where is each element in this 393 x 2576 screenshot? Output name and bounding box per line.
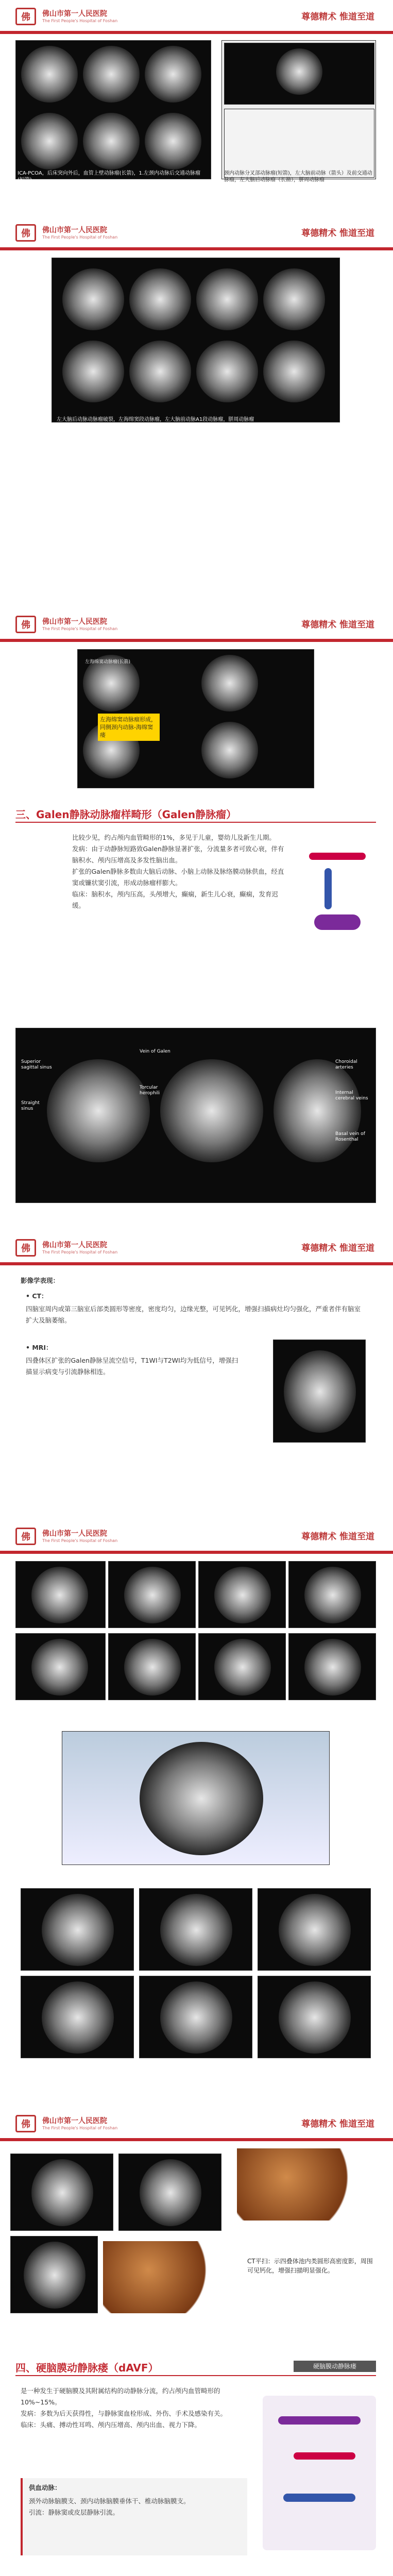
- hospital-name: 佛山市第一人民医院: [42, 226, 107, 234]
- angiogram-grid-left: [15, 40, 211, 179]
- galen-angiography: [15, 1028, 376, 1203]
- slide-7: [0, 1520, 393, 1705]
- hospital-name: 佛山市第一人民医院: [42, 618, 107, 626]
- section-heading: Galen静脉动脉瘤样畸形（Galen静脉瘤）: [36, 808, 237, 821]
- section-heading: 硬脑膜动静脉瘘（dAVF）: [36, 2362, 159, 2374]
- hospital-name-en: The First People's Hospital of Foshan: [42, 626, 118, 631]
- mri-text: 四叠体区扩张的Galen静脉呈流空信号，T1WI与T2WI均为低信号，增强扫描显示病变与引流静脉相连。: [26, 1357, 238, 1376]
- hospital-logo: 佛: [15, 224, 36, 242]
- section-rule: [15, 2375, 376, 2376]
- label-basal-vein: Basal vein of Rosenthal: [335, 1131, 365, 1142]
- hospital-name-en: The First People's Hospital of Foshan: [42, 235, 118, 240]
- hospital-name: 佛山市第一人民医院: [42, 10, 107, 18]
- label-straight-sinus: Straight sinus: [21, 1100, 40, 1111]
- hospital-motto: 尊德精术 惟道至道: [301, 2119, 374, 2129]
- slide-7b: [0, 1721, 393, 1875]
- header-rule: [0, 2138, 393, 2141]
- galen-illustration: [299, 832, 376, 966]
- section-title: [15, 806, 236, 821]
- sagittal-mri: [62, 1731, 330, 1865]
- slide-9: [0, 2349, 393, 2566]
- info-box: [21, 2478, 247, 2555]
- header-rule: [0, 31, 393, 34]
- axial-mri-collage: [21, 1888, 371, 2063]
- header-rule: [0, 639, 393, 642]
- section-title: [15, 2360, 159, 2375]
- ct-axial-1: [10, 2154, 113, 2231]
- mri-image: [273, 1340, 366, 1443]
- annotation-box: 左海绵窦动脉瘤形成，同侧颈内动脉-海绵窦瘘: [98, 714, 160, 741]
- hospital-logo: 佛: [15, 1528, 36, 1545]
- label-internal-cerebral-veins: Internal cerebral veins: [335, 1090, 368, 1101]
- section-number: 三、: [15, 808, 36, 821]
- hospital-motto: 尊德精术 惟道至道: [301, 620, 374, 630]
- slide-6: [0, 1231, 393, 1520]
- hospital-logo: 佛: [15, 2115, 36, 2132]
- section-tag: 硬脑膜动静脉瘘: [294, 2361, 376, 2372]
- hospital-motto: 尊德精术 惟道至道: [301, 1243, 374, 1253]
- hospital-logo: 佛: [15, 8, 36, 25]
- slide-header: [0, 1231, 393, 1262]
- box-title: 供血动脉：: [29, 2484, 61, 2492]
- ct-axial-3: [10, 2236, 98, 2313]
- ct-caption: CT平扫：示四叠体池内类圆形高密度影，周围可见钙化，增强扫描明显强化。: [247, 2258, 373, 2274]
- caption-left: ICA-PCOA，后床突向外后，血管上壁动脉瘤(长箭)，1.左颈内动脉后交通动脉瘤(短箭): [18, 171, 201, 183]
- mri-collage: [15, 1561, 376, 1700]
- slide-header: [0, 0, 393, 31]
- hospital-motto: 尊德精术 惟道至道: [301, 12, 374, 22]
- slide-1: [0, 0, 393, 185]
- hospital-name-en: The First People's Hospital of Foshan: [42, 1250, 118, 1255]
- caption-right: 颈内动脉分叉部动脉瘤(短箭)，左大脑前动脉（箭头）及前交通动脉瘤，左大脑后动脉瘤（长箭），胼周动脉瘤: [224, 171, 372, 183]
- slide-header: [0, 1520, 393, 1551]
- slide-4: [0, 801, 393, 987]
- section-number: 四、: [15, 2362, 36, 2374]
- slide-header: [0, 608, 393, 639]
- slide-8: [0, 2107, 393, 2324]
- slide-5: [0, 1023, 393, 1208]
- section-body: 是一种发生于硬脑膜及其附属结构的动静脉分流，约占颅内血管畸形的10%~15%。 发病：多数为后天获得性，与静脉窦血栓形成、外伤、手术及感染有关。 临床：头痛、搏动性耳鸣、颅内压增高、颅内出血、视力下降。: [21, 2387, 227, 2429]
- slide-header: [0, 2107, 393, 2138]
- caption: 左大脑后动脉动脉瘤破裂，左海绵窦段动脉瘤，左大脑前动脉A1段动脉瘤，胼周动脉瘤: [57, 417, 254, 422]
- header-rule: [0, 1551, 393, 1554]
- label-choroidal: Choroidal arteries: [335, 1059, 357, 1070]
- slide-header: [0, 216, 393, 247]
- hospital-name: 佛山市第一人民医院: [42, 2117, 107, 2125]
- hospital-name-en: The First People's Hospital of Foshan: [42, 2126, 118, 2130]
- hospital-logo: 佛: [15, 616, 36, 633]
- hospital-name-en: The First People's Hospital of Foshan: [42, 19, 118, 23]
- 3d-reconstruction-1: [237, 2148, 361, 2221]
- davf-illustration: [263, 2396, 376, 2550]
- label-torcular: Torcular herophili: [140, 1085, 160, 1096]
- hospital-motto: 尊德精术 惟道至道: [301, 1532, 374, 1542]
- header-rule: [0, 1262, 393, 1265]
- ct-text: 四脑室周内或第三脑室后部类圆形等密度，密度均匀，边缘光整，可见钙化，增强扫描病灶均匀强化，严重者伴有脑室扩大及脑萎缩。: [26, 1305, 361, 1324]
- slide-3: [0, 608, 393, 793]
- box-text: 颈外动脉脑膜支、颈内动脉脑膜垂体干、椎动脉脑膜支。 引流：静脉窦或皮层静脉引流。: [29, 2497, 190, 2516]
- section-body: 比较少见，约占颅内血管畸形的1%，多见于儿童，婴幼儿及新生儿期。 发病：由于动静脉短路致Galen静脉显著扩张，分流量多者可致心衰，伴有脑积水、颅内压增高及多发性脑出血。 扩张的Galen静脉多数由大脑后动脉、小脑上动脉及脉络膜动脉供血，经直窦或镰状窦引流，形成动脉瘤样膨大。 临床：脑积水，颅内压高，头颅增大，癫痫，新生儿心衰，癫痫，发育迟缓。: [72, 834, 284, 909]
- angiogram-grid-right: [221, 40, 376, 179]
- section-rule: [15, 822, 376, 823]
- ct-axial-2: [118, 2154, 221, 2231]
- ct-image-grid: [52, 258, 340, 422]
- hospital-name: 佛山市第一人民医院: [42, 1530, 107, 1538]
- label-vein-of-galen: Vein of Galen: [140, 1049, 170, 1054]
- label-top: 左海绵窦动脉瘤(长箭): [85, 659, 131, 665]
- hospital-logo: 佛: [15, 1239, 36, 1257]
- label-superior-sagittal-sinus: Superior sagittal sinus: [21, 1059, 52, 1070]
- hospital-name-en: The First People's Hospital of Foshan: [42, 1538, 118, 1543]
- slide-7c: [0, 1883, 393, 2069]
- ct-title: • CT：: [26, 1292, 48, 1300]
- slide-2: [0, 216, 393, 433]
- imaging-heading: 影像学表现：: [21, 1277, 60, 1284]
- mri-title: • MRI：: [26, 1344, 53, 1351]
- header-rule: [0, 247, 393, 250]
- hospital-name: 佛山市第一人民医院: [42, 1241, 107, 1249]
- hospital-motto: 尊德精术 惟道至道: [301, 228, 374, 239]
- 3d-reconstruction-2: [103, 2241, 216, 2313]
